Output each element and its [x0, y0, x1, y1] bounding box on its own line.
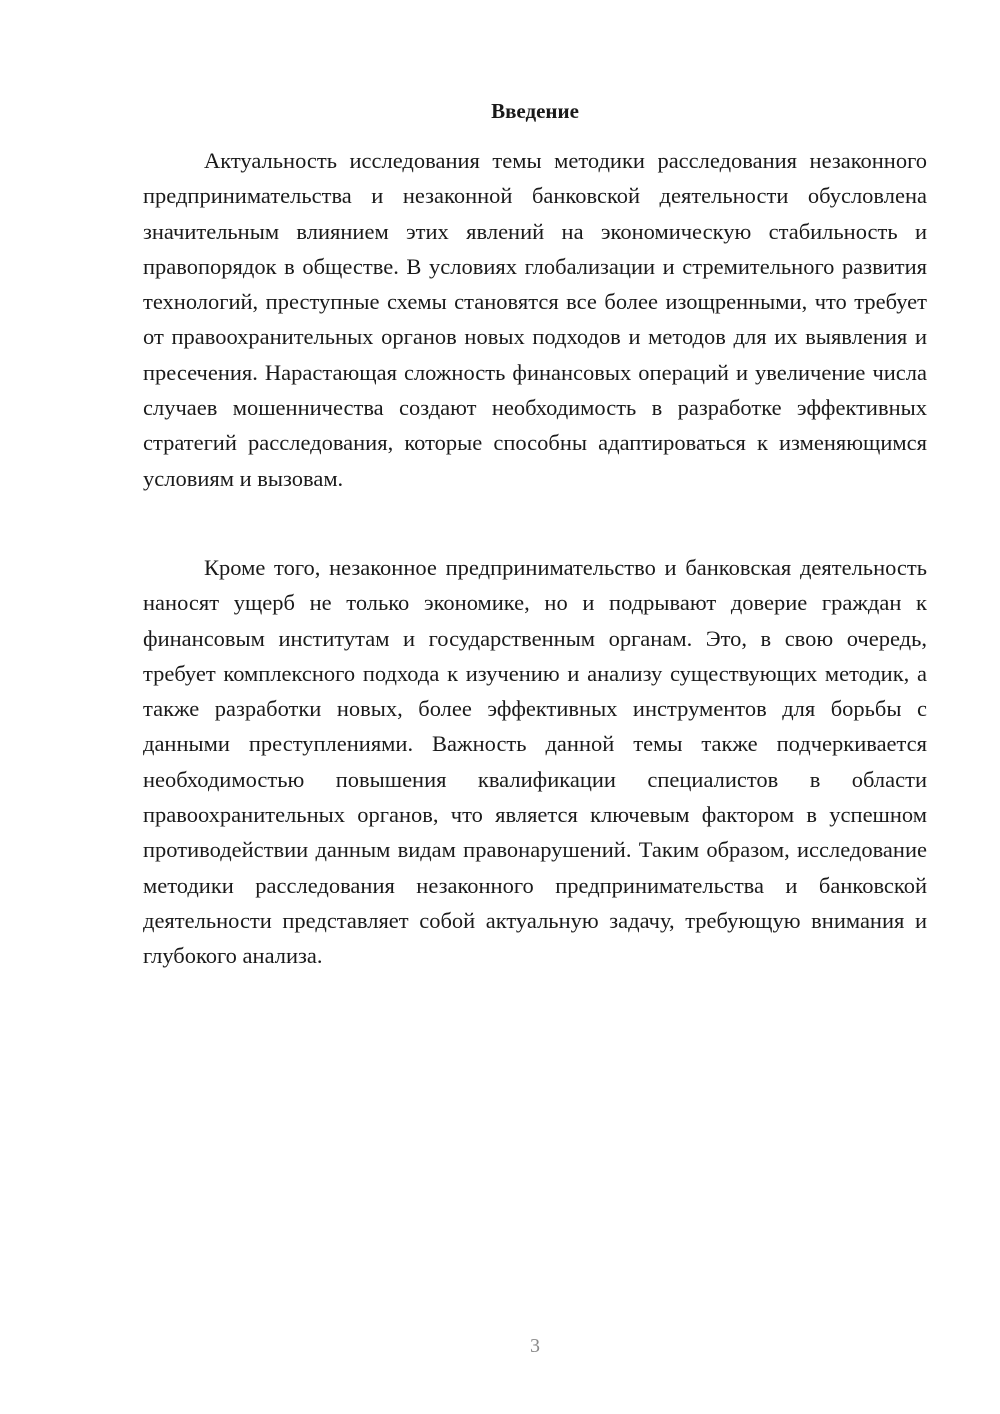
section-title: Введение [491, 99, 579, 123]
paragraph-2: Кроме того, незаконное предпринимательство и банковская деятельность наносят ущерб не только экономике, но и подрывают доверие граждан к финансовым институтам и государственным органам. Это, в свою очередь, требует комплексного подхода к изучению и анализу существующих методик, а также разработки новых, более эффективных инструментов для борьбы с данными преступлениями. Важность данной темы также подчеркивается необходимостью повышения квалификации специалистов в области правоохранительных органов, что является ключевым фактором в успешном противодействии данным видам правонарушений. Таким образом, исследование методики расследования незаконного предпринимательства и банковской деятельности представляет собой актуальную задачу, требующую внимания и глубокого анализа. [143, 555, 927, 969]
page-number: 3 [530, 1335, 540, 1357]
paragraph-1: Актуальность исследования темы методики расследования незаконного предпринимательства и незаконной банковской деятельности обусловлена значительным влиянием этих явлений на экономическую стабильность и правопорядок в обществе. В условиях глобализации и стремительного развития технологий, преступные схемы становятся все более изощренными, что требует от правоохранительных органов новых подходов и методов для их выявления и пресечения. Нарастающая сложность финансовых операций и увеличение числа случаев мошенничества создают необходимость в разработке эффективных стратегий расследования, которые способны адаптироваться к изменяющимся условиям и вызовам. [143, 148, 927, 491]
